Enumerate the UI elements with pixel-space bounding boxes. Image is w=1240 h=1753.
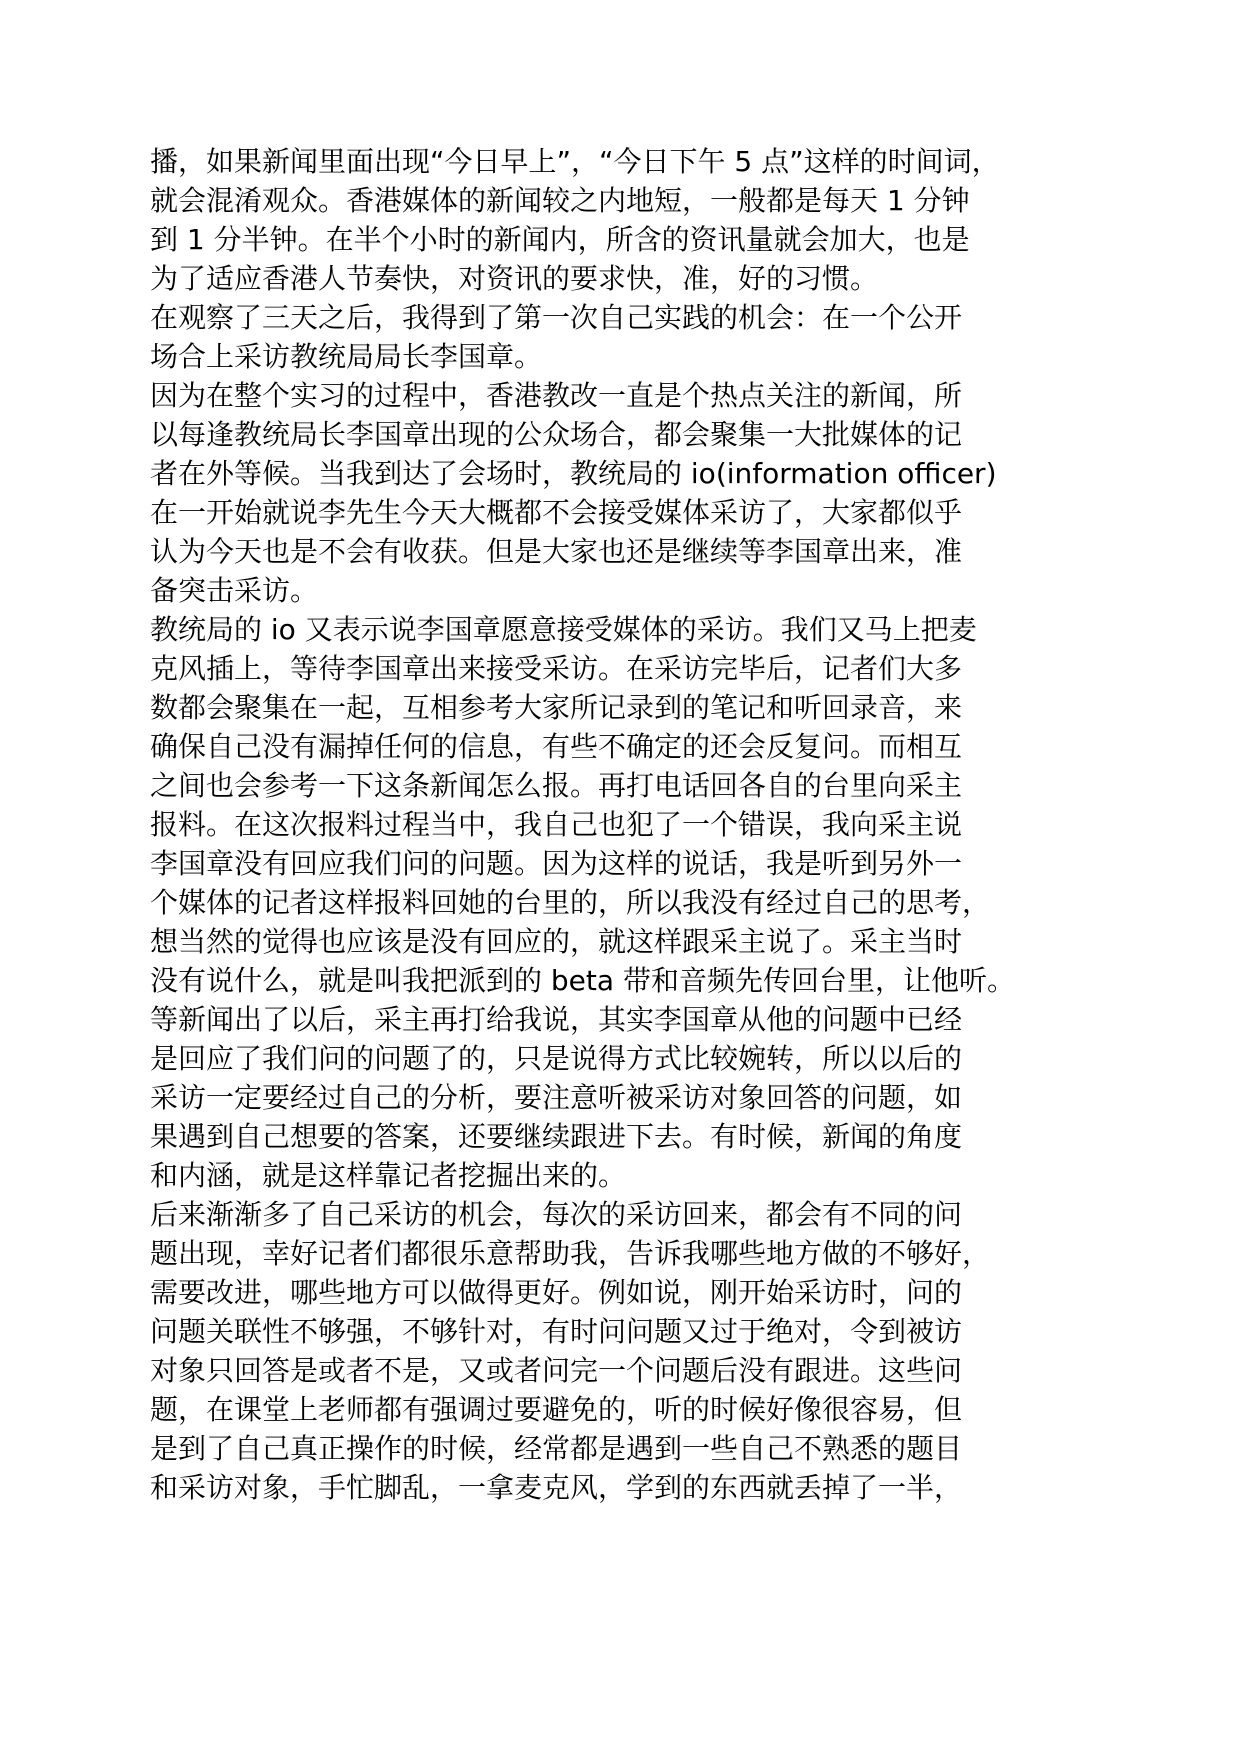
text-line: 认为今天也是不会有收获。但是大家也还是继续等李国章出来，准 bbox=[150, 535, 963, 568]
text-line: 想当然的觉得也应该是没有回应的，就这样跟采主说了。采主当时 bbox=[150, 925, 963, 958]
paragraph-start-line: 教统局的 io 又表示说李国章愿意接受媒体的采访。我们又马上把麦 bbox=[150, 613, 977, 646]
text-line: 个媒体的记者这样报料回她的台里的，所以我没有经过自己的思考， bbox=[150, 886, 991, 919]
text-line: 和采访对象，手忙脚乱，一拿麦克风，学到的东西就丢掉了一半， bbox=[150, 1471, 963, 1504]
text-line: 是到了自己真正操作的时候，经常都是遇到一些自己不熟悉的题目 bbox=[150, 1432, 963, 1465]
text-line: 之间也会参考一下这条新闻怎么报。再打电话回各自的台里向采主 bbox=[150, 769, 963, 802]
text-line: 题，在课堂上老师都有强调过要避免的，听的时候好像很容易，但 bbox=[150, 1393, 963, 1426]
text-line: 播，如果新闻里面出现“今日早上”，“今日下午 5 点”这样的时间词， bbox=[150, 145, 1000, 178]
text-line: 等新闻出了以后，采主再打给我说，其实李国章从他的问题中已经 bbox=[150, 1003, 963, 1036]
text-line: 在一开始就说李先生今天大概都不会接受媒体采访了，大家都似乎 bbox=[150, 496, 963, 529]
text-line: 没有说什么，就是叫我把派到的 beta 带和音频先传回台里，让他听。 bbox=[150, 964, 1015, 997]
text-line: 问题关联性不够强，不够针对，有时问问题又过于绝对，令到被访 bbox=[150, 1315, 963, 1348]
text-line: 果遇到自己想要的答案，还要继续跟进下去。有时候，新闻的角度 bbox=[150, 1120, 963, 1153]
text-line: 备突击采访。 bbox=[150, 574, 319, 607]
text-line: 对象只回答是或者不是，又或者问完一个问题后没有跟进。这些问 bbox=[150, 1354, 963, 1387]
text-line: 确保自己没有漏掉任何的信息，有些不确定的还会反复问。而相互 bbox=[150, 730, 963, 763]
text-line: 和内涵，就是这样靠记者挖掘出来的。 bbox=[150, 1159, 627, 1192]
text-line: 数都会聚集在一起，互相参考大家所记录到的笔记和听回录音，来 bbox=[150, 691, 963, 724]
text-line: 报料。在这次报料过程当中，我自己也犯了一个错误，我向采主说 bbox=[150, 808, 963, 841]
text-line: 就会混淆观众。香港媒体的新闻较之内地短，一般都是每天 1 分钟 bbox=[150, 184, 970, 217]
paragraph-start-line: 在观察了三天之后，我得到了第一次自己实践的机会：在一个公开 bbox=[150, 301, 963, 334]
text-line: 到 1 分半钟。在半个小时的新闻内，所含的资讯量就会加大，也是 bbox=[150, 223, 970, 256]
text-line: 李国章没有回应我们问的问题。因为这样的说话，我是听到另外一 bbox=[150, 847, 963, 880]
paragraph-start-line: 因为在整个实习的过程中，香港教改一直是个热点关注的新闻，所 bbox=[150, 379, 963, 412]
text-line: 需要改进，哪些地方可以做得更好。例如说，刚开始采访时，问的 bbox=[150, 1276, 963, 1309]
text-line: 场合上采访教统局局长李国章。 bbox=[150, 340, 543, 373]
text-line: 者在外等候。当我到达了会场时，教统局的 io(information officer) bbox=[150, 457, 997, 490]
text-line: 是回应了我们问的问题了的，只是说得方式比较婉转，所以以后的 bbox=[150, 1042, 963, 1075]
text-line: 采访一定要经过自己的分析，要注意听被采访对象回答的问题，如 bbox=[150, 1081, 963, 1114]
text-line: 题出现，幸好记者们都很乐意帮助我，告诉我哪些地方做的不够好， bbox=[150, 1237, 991, 1270]
paragraph-start-line: 后来渐渐多了自己采访的机会，每次的采访回来，都会有不同的问 bbox=[150, 1198, 963, 1231]
body-text bbox=[150, 142, 1110, 1507]
text-line: 为了适应香港人节奏快，对资讯的要求快，准，好的习惯。 bbox=[150, 262, 879, 295]
text-line: 以每逢教统局长李国章出现的公众场合，都会聚集一大批媒体的记 bbox=[150, 418, 963, 451]
text-line: 克风插上，等待李国章出来接受采访。在采访完毕后，记者们大多 bbox=[150, 652, 963, 685]
